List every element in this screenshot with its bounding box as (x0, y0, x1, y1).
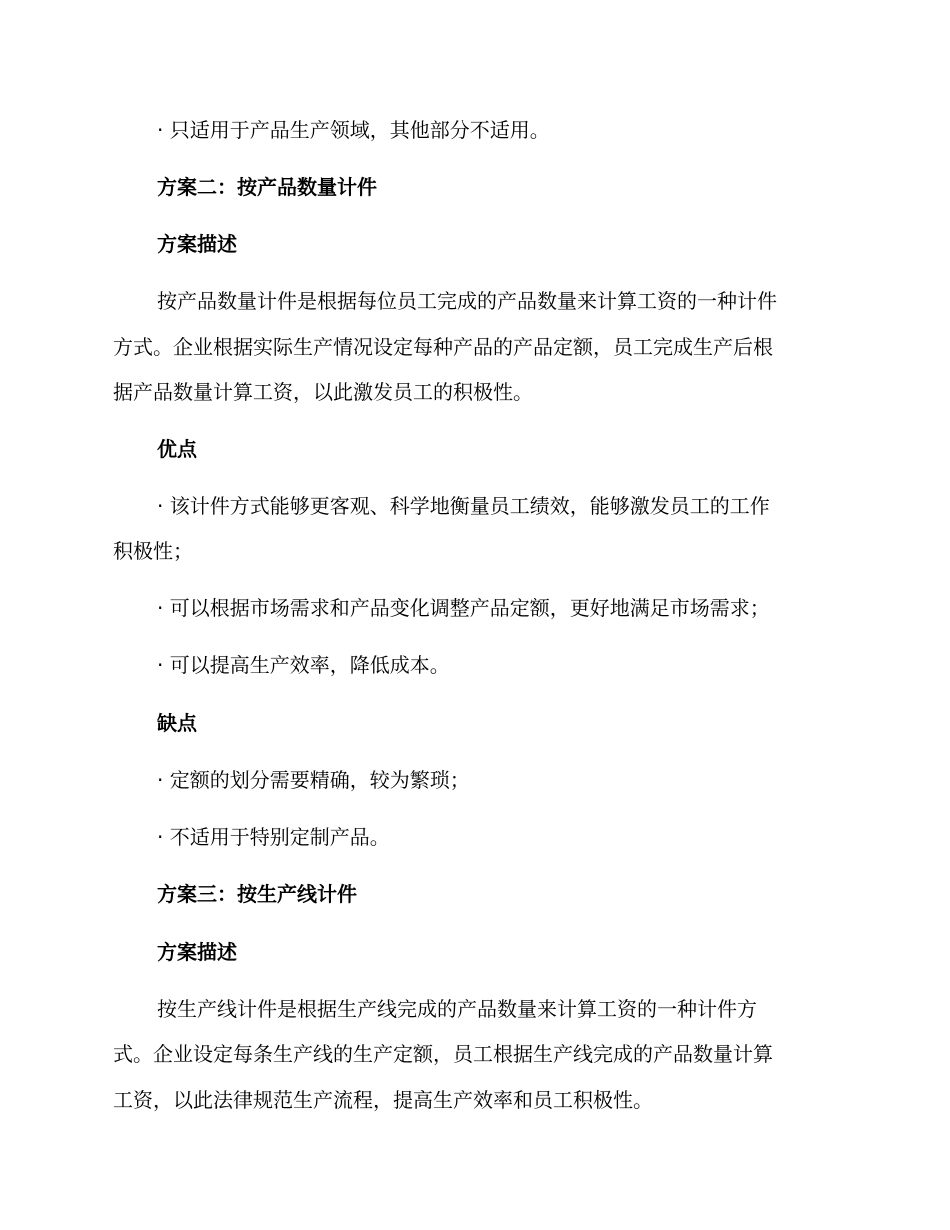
bullet-item: · 只适用于产品生产领域，其他部分不适用。 (157, 118, 550, 142)
subsection-heading: 方案描述 (157, 940, 237, 964)
bullet-item: · 该计件方式能够更客观、科学地衡量员工绩效，能够激发员工的工作 (157, 494, 770, 518)
paragraph-line: 方式。企业根据实际生产情况设定每种产品的产品定额，员工完成生产后根 (113, 335, 773, 359)
bullet-item: · 可以提高生产效率，降低成本。 (157, 653, 450, 677)
bullet-item: · 定额的划分需要精确，较为繁琐； (157, 768, 470, 792)
section-heading: 方案二：按产品数量计件 (157, 175, 377, 199)
paragraph-line: 据产品数量计算工资，以此激发员工的积极性。 (113, 380, 533, 404)
subsection-heading: 缺点 (157, 711, 197, 735)
paragraph-line: 式。企业设定每条生产线的生产定额，员工根据生产线完成的产品数量计算 (113, 1042, 773, 1066)
bullet-item-continued: 积极性； (113, 539, 193, 563)
bullet-item: · 不适用于特别定制产品。 (157, 825, 390, 849)
paragraph-line: 工资，以此法律规范生产流程，提高生产效率和员工积极性。 (113, 1088, 653, 1112)
paragraph-line: 按生产线计件是根据生产线完成的产品数量来计算工资的一种计件方 (157, 997, 757, 1021)
subsection-heading: 方案描述 (157, 232, 237, 256)
section-heading: 方案三：按生产线计件 (157, 882, 357, 906)
paragraph-line: 按产品数量计件是根据每位员工完成的产品数量来计算工资的一种计件 (157, 289, 777, 313)
subsection-heading: 优点 (157, 437, 197, 461)
bullet-item: · 可以根据市场需求和产品变化调整产品定额，更好地满足市场需求； (157, 596, 770, 620)
